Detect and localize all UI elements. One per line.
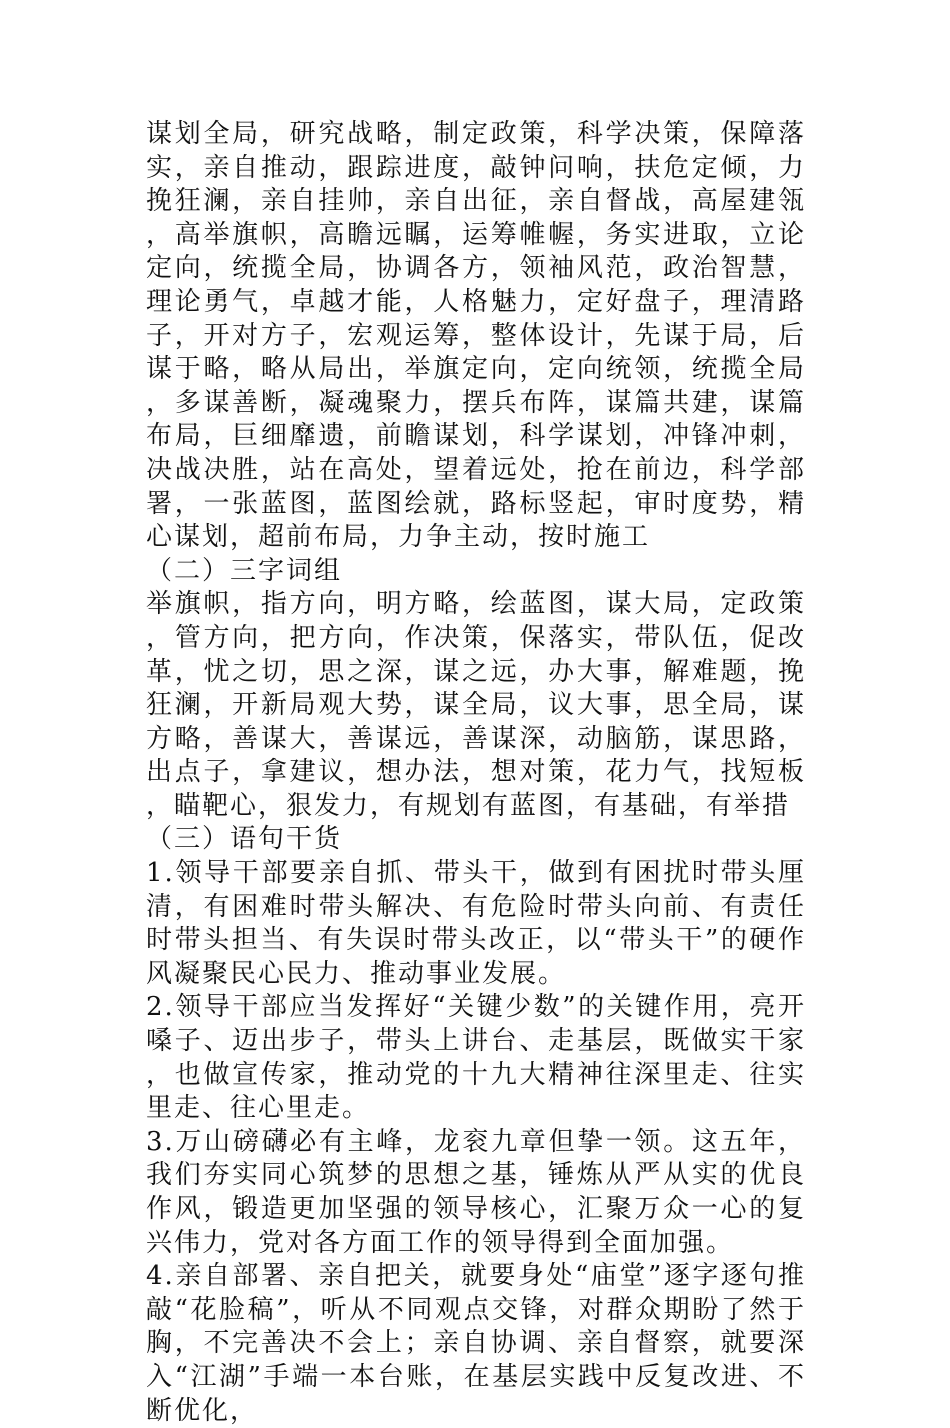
sentence-item: 4.亲自部署、亲自把关，就要身处“庙堂”逐字逐句推敲“花脸稿”，听从不同观点交锋，对群众期盼了然于胸，不完善决不会上；亲自协调、亲自督察，就要深入“江湖”手端一本台账，在基层实践中反复改进、不断优化， — [146, 1261, 806, 1426]
sentence-item: 1.领导干部要亲自抓、带头干，做到有困扰时带头厘清，有困难时带头解决、有危险时带头向前、有责任时带头担当、有失误时带头改正，以“带头干”的硬作风凝聚民心民力、推动事业发展。 — [146, 858, 806, 989]
document-body — [146, 118, 806, 1428]
three-character-phrases-paragraph: 举旗帜，指方向，明方略，绘蓝图，谋大局，定政策，管方向，把方向，作决策，保落实，带队伍，促改革，忧之切，思之深，谋之远，办大事，解难题，挽狂澜，开新局观大势，谋全局，议大事，思全局，谋方略，善谋大，善谋远，善谋深，动脑筋，谋思路，出点子，拿建议，想办法，想对策，花力气，找短板，瞄靶心，狠发力，有规划有蓝图，有基础，有举措 — [146, 589, 806, 821]
four-character-phrases-paragraph: 谋划全局，研究战略，制定政策，科学决策，保障落实，亲自推动，跟踪进度，敲钟问响，扶危定倾，力挽狂澜，亲自挂帅，亲自出征，亲自督战，高屋建瓴，高举旗帜，高瞻远瞩，运筹帷幄，务实进取，立论定向，统揽全局，协调各方，领袖风范，政治智慧，理论勇气，卓越才能，人格魅力，定好盘子，理清路子，开对方子，宏观运筹，整体设计，先谋于局，后谋于略，略从局出，举旗定向，定向统领，统揽全局，多谋善断，凝魂聚力，摆兵布阵，谋篇共建，谋篇布局，巨细靡遗，前瞻谋划，科学谋划，冲锋冲刺，决战决胜，站在高处，望着远处，抢在前边，科学部署，一张蓝图，蓝图绘就，路标竖起，审时度势，精心谋划，超前布局，力争主动，按时施工 — [146, 119, 806, 553]
sentence-item: 2.领导干部应当发挥好“关键少数”的关键作用，亮开嗓子、迈出步子，带头上讲台、走基层，既做实干家，也做宣传家，推动党的十九大精神往深里走、往实里走、往心里走。 — [146, 992, 806, 1124]
section-heading-three-character: （二）三字词组 — [146, 555, 343, 586]
section-heading-sentences: （三）语句干货 — [146, 824, 343, 855]
sentence-item: 3.万山磅礴必有主峰，龙衮九章但挚一领。这五年，我们夯实同心筑梦的思想之基，锤炼从严从实的优良作风，锻造更加坚强的领导核心，汇聚万众一心的复兴伟力，党对各方面工作的领导得到全面加强。 — [146, 1126, 806, 1258]
